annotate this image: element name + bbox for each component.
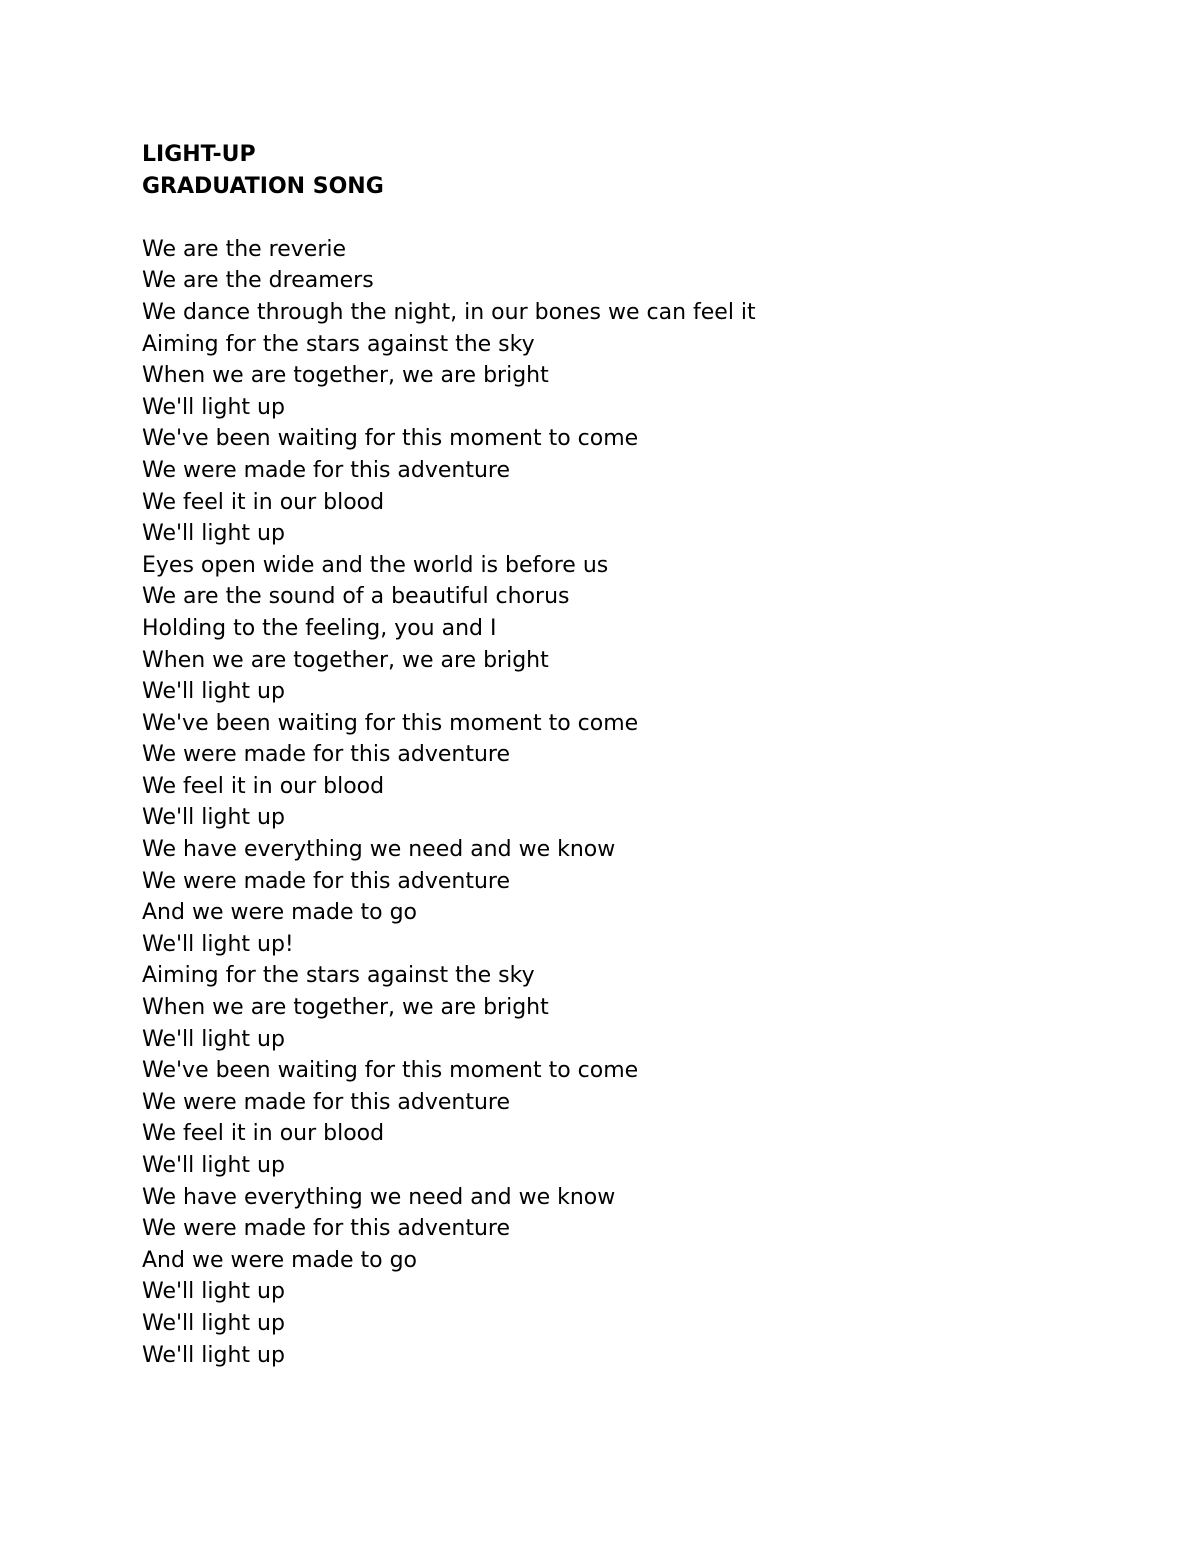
lyric-line: We'll light up — [142, 1310, 285, 1336]
lyric-line: We feel it in our blood — [142, 489, 385, 515]
lyric-line: Aiming for the stars against the sky — [142, 963, 535, 989]
lyric-line: We were made for this adventure — [142, 868, 511, 894]
lyric-line: Aiming for the stars against the sky — [142, 331, 535, 357]
lyric-line: We are the reverie — [142, 236, 347, 262]
lyric-line: We were made for this adventure — [142, 1089, 511, 1115]
lyric-line: And we were made to go — [142, 900, 417, 926]
lyric-line: We'll light up — [142, 1026, 285, 1052]
lyric-line: We'll light up — [142, 679, 285, 705]
lyric-line: We've been waiting for this moment to come — [142, 426, 639, 452]
lyric-line: We've been waiting for this moment to come — [142, 1058, 639, 1084]
lyric-line: Eyes open wide and the world is before us — [142, 552, 609, 578]
lyric-line: We were made for this adventure — [142, 457, 511, 483]
lyric-line: We've been waiting for this moment to come — [142, 710, 639, 736]
lyric-line: We'll light up — [142, 1153, 285, 1178]
lyric-line: And we were made to go — [142, 1247, 417, 1273]
lyric-line: We'll light up — [142, 1342, 285, 1368]
lyric-line: We were made for this adventure — [142, 742, 511, 768]
lyric-line: We'll light up — [142, 1279, 285, 1305]
lyrics-body — [142, 234, 1122, 1371]
lyric-line: We are the sound of a beautiful chorus — [142, 584, 570, 610]
lyric-line: We dance through the night, in our bones we can feel it — [142, 299, 756, 325]
song-title: LIGHT-UP — [142, 142, 256, 167]
lyric-line: When we are together, we are bright — [142, 363, 549, 389]
lyric-line: We'll light up — [142, 394, 285, 420]
lyric-line: We'll light up — [142, 805, 285, 831]
song-subtitle: GRADUATION SONG — [142, 173, 384, 199]
lyric-line: Holding to the feeling, you and I — [142, 615, 497, 641]
lyric-line: We feel it in our blood — [142, 773, 385, 799]
lyric-line: We have everything we need and we know — [142, 1184, 616, 1210]
lyric-line: We are the dreamers — [142, 268, 374, 294]
lyric-line: When we are together, we are bright — [142, 995, 549, 1021]
lyric-line: We have everything we need and we know — [142, 837, 616, 863]
blank-line — [142, 202, 1122, 234]
lyric-line: We feel it in our blood — [142, 1121, 385, 1147]
document-page — [142, 139, 1122, 1371]
lyric-line: When we are together, we are bright — [142, 647, 549, 673]
lyric-line: We'll light up — [142, 521, 285, 547]
lyric-line: We were made for this adventure — [142, 1216, 511, 1242]
lyric-line: We'll light up! — [142, 931, 294, 957]
